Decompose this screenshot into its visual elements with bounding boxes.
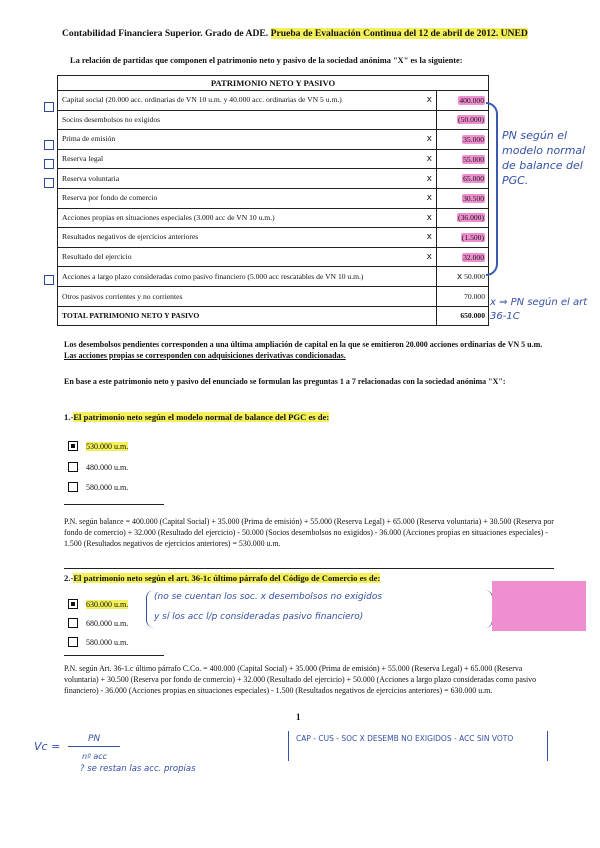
table-row: Prima de emisión x 35.000 (58, 130, 489, 150)
table-row: Reserva voluntaria x 65.000 (58, 169, 489, 189)
table-row: Acciones propias en situaciones especiales (3.000 acc de VN 10 u.m.) x (36.000) (58, 208, 489, 228)
pink-highlight-block (492, 581, 586, 631)
checkbox-icon[interactable] (68, 441, 78, 451)
handwritten-bracket (486, 102, 498, 276)
checkbox-icon[interactable] (68, 482, 78, 492)
margin-checkbox[interactable] (44, 102, 54, 112)
margin-checkbox[interactable] (44, 275, 54, 285)
table-row: Resultados negativos de ejercicios anteriores x (1.500) (58, 228, 489, 248)
q1-option-c[interactable]: 580.000 u.m. (68, 482, 128, 492)
table-row: Reserva por fondo de comercio x 30.500 (58, 188, 489, 208)
bracket-note: PN según el modelo normal de balance del PGC. (502, 129, 586, 187)
q1-solution: P.N. según balance = 400.000 (Capital Social) + 35.000 (Prima de emisión) + 55.000 (Reserva Legal) + 65.000 (Reserva voluntaria) + 30.500 (Reserva por fondo de comercio) + 32.000 (Resultado del ejercicio) - 50.000 (Socios desembolsos no exigidos) - 36.000 (Acciones propias en situaciones especiales) - 1.500 (Resultados negativos de ejercicios anteriores) = 530.000 u.m. (64, 517, 554, 548)
margin-checkbox[interactable] (44, 159, 54, 169)
q2-option-a[interactable]: 630.000 u.m. (68, 599, 128, 609)
page-number: 1 (296, 712, 301, 722)
divider (64, 504, 164, 505)
checkbox-icon[interactable] (68, 618, 78, 628)
q1-option-b[interactable]: 480.000 u.m. (68, 462, 128, 472)
table-row: Acciones a largo plazo consideradas como pasivo financiero (5.000 acc rescatables de VN 10 u.m.) x 50.000 (58, 267, 489, 287)
bottom-box-text: CAP - CUS - SOC X DESEMB NO EXIGIDOS - ACC SIN VOTO (296, 734, 514, 743)
course-title: Contabilidad Financiera Superior. Grado de ADE. (62, 28, 269, 39)
formula-denominator: nº acc (82, 752, 108, 761)
question-1-title: 1.-El patrimonio neto según el modelo normal de balance del PGC es de: (64, 412, 330, 422)
checkbox-icon[interactable] (68, 637, 78, 647)
q2-note-line2: y sí los acc l/p consideradas pasivo financiero) (154, 612, 364, 622)
q1-option-a[interactable]: 530.000 u.m. (68, 441, 128, 451)
intro-text: La relación de partidas que componen el patrimonio neto y pasivo de la sociedad anónima "X" es la siguiente: (70, 56, 463, 65)
divider (64, 655, 164, 656)
formula-left: Vc = (34, 740, 61, 753)
q2-solution: P.N. según Art. 36-1.c último párrafo C.Co. = 400.000 (Capital Social) + 35.000 (Prima de emisión) + 55.000 (Reserva Legal) + 65.000 (Reserva voluntaria) + 30.500 (Reserva por fondo de comercio) + 32.000 (Resultado del ejercicio) + 50.000 (Acciones a largo plazo consideradas como pasivo financiero) - 36.000 (Acciones propias en situaciones especiales) - 1.500 (Resultados negativos de ejercicios anteriores) = 630.000 u.m. (64, 664, 537, 695)
margin-checkbox[interactable] (44, 178, 54, 188)
table-row: Capital social (20.000 acc. ordinarias de VN 10 u.m. y 40.000 acc. ordinarias de VN 5 u.m.) x 400.000 (58, 91, 489, 111)
table-row: Otros pasivos corrientes y no corrientes 70.000 (58, 286, 489, 306)
table-row: TOTAL PATRIMONIO NETO Y PASIVO 650.000 (58, 306, 489, 326)
divider (64, 568, 554, 569)
margin-checkbox[interactable] (44, 140, 54, 150)
question-2-title: 2.-El patrimonio neto según el art. 36-1c último párrafo del Código de Comercio es de: (64, 573, 381, 583)
checkbox-icon[interactable] (68, 462, 78, 472)
questions-intro: En base a este patrimonio neto y pasivo del enunciado se formulan las preguntas 1 a 7 relacionadas con la sociedad anónima "X": (64, 377, 506, 386)
table-row: Socios desembolsos no exigidos (50.000) (58, 110, 489, 130)
table-title: PATRIMONIO NETO Y PASIVO (58, 76, 489, 91)
q2-option-b[interactable]: 680.000 u.m. (68, 618, 128, 628)
bottom-note: ? se restan las acc. propias (80, 764, 196, 774)
table-row: Resultado del ejercicio x 32.000 (58, 247, 489, 267)
table-row: Reserva legal x 55.000 (58, 149, 489, 169)
art-note: x ⇒ PN según el art 36-1C (490, 297, 588, 322)
document-header (62, 28, 528, 39)
q2-option-c[interactable]: 580.000 u.m. (68, 637, 128, 647)
q2-note-line1: (no se cuentan los soc. x desembolsos no exigidos (154, 592, 383, 602)
balance-table (57, 75, 489, 326)
formula-numerator: PN (88, 734, 101, 744)
exam-title: Prueba de Evaluación Continua del 12 de abril de 2012. UNED (270, 28, 528, 39)
statement-paragraph: Los desembolsos pendientes corresponden a una última ampliación de capital en la que se emitieron 20.000 acciones ordinarias de VN 5 u.m. Las acciones propias se corresponden con adquisiciones derivativas condicionadas. (64, 340, 543, 360)
fraction-line (68, 746, 120, 747)
checkbox-icon[interactable] (68, 599, 78, 609)
